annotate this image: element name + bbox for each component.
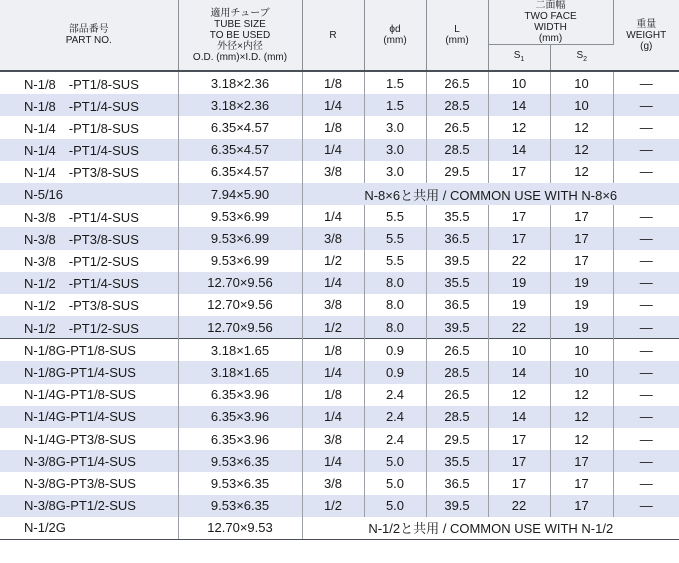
- s1-cell: 10: [488, 71, 550, 94]
- length-cell: 36.5: [426, 294, 488, 316]
- table-row: [0, 517, 679, 540]
- tube-size-cell: 12.70×9.56: [178, 316, 302, 339]
- header-tfw-jp: 二面幅: [535, 0, 566, 11]
- part-number-cell: N-1/8 -PT1/8-SUS: [0, 71, 178, 94]
- weight-cell: —: [613, 250, 679, 272]
- table-row: [0, 71, 679, 94]
- weight-cell: —: [613, 272, 679, 294]
- r-cell: 1/4: [302, 94, 364, 116]
- tube-size-cell: 12.70×9.53: [178, 517, 302, 540]
- phid-cell: 3.0: [364, 139, 426, 161]
- s1-cell: 22: [488, 495, 550, 517]
- tube-size-cell: 6.35×3.96: [178, 428, 302, 450]
- weight-cell: —: [613, 339, 679, 362]
- tube-size-cell: 3.18×2.36: [178, 94, 302, 116]
- table-row: [0, 227, 679, 249]
- weight-cell: —: [613, 116, 679, 138]
- weight-cell: —: [613, 161, 679, 183]
- length-cell: 28.5: [426, 406, 488, 428]
- header-phid: [364, 0, 426, 71]
- s1-cell: 17: [488, 205, 550, 227]
- phid-cell: 8.0: [364, 272, 426, 294]
- header-part-no-en: PART NO.: [65, 35, 112, 46]
- header-part-no-jp: 部品番号: [68, 24, 109, 35]
- tube-size-cell: 9.53×6.35: [178, 495, 302, 517]
- r-cell: 1/4: [302, 272, 364, 294]
- weight-cell: —: [613, 227, 679, 249]
- header-tfw-unit: (mm): [538, 33, 563, 44]
- header-r: [302, 0, 364, 71]
- weight-cell: —: [613, 71, 679, 94]
- header-tube-jp: 適用チューブ: [210, 7, 270, 19]
- s1-cell: 17: [488, 227, 550, 249]
- s2-cell: 17: [550, 495, 613, 517]
- s1-cell: 14: [488, 406, 550, 428]
- part-number-cell: N-1/2G: [0, 517, 178, 540]
- header-tube-en2: TO BE USED: [209, 29, 271, 41]
- r-cell: 1/4: [302, 406, 364, 428]
- table-row: [0, 450, 679, 472]
- r-cell: 1/8: [302, 384, 364, 406]
- table-row: [0, 139, 679, 161]
- header-tfw-en1: TWO FACE: [524, 11, 577, 22]
- s2-cell: 12: [550, 116, 613, 138]
- s1-cell: 14: [488, 139, 550, 161]
- header-phid-unit: (mm): [383, 35, 407, 46]
- part-number-cell: N-1/4G-PT1/8-SUS: [0, 384, 178, 406]
- s2-cell: 17: [550, 450, 613, 472]
- header-s1-sub: 1: [520, 56, 525, 63]
- s1-cell: 17: [488, 161, 550, 183]
- weight-cell: —: [613, 139, 679, 161]
- phid-cell: 1.5: [364, 94, 426, 116]
- table-row: [0, 94, 679, 116]
- table-row: [0, 183, 679, 205]
- length-cell: 39.5: [426, 250, 488, 272]
- r-cell: 3/8: [302, 161, 364, 183]
- r-cell: 1/8: [302, 339, 364, 362]
- length-cell: 26.5: [426, 71, 488, 94]
- s2-cell: 10: [550, 94, 613, 116]
- r-cell: 1/4: [302, 450, 364, 472]
- tube-size-cell: 6.35×4.57: [178, 116, 302, 138]
- phid-cell: 5.0: [364, 495, 426, 517]
- length-cell: 39.5: [426, 316, 488, 339]
- common-use-note: N-1/2と共用 / COMMON USE WITH N-1/2: [302, 517, 679, 540]
- s1-cell: 17: [488, 428, 550, 450]
- r-cell: 1/4: [302, 205, 364, 227]
- tube-size-cell: 12.70×9.56: [178, 294, 302, 316]
- length-cell: 35.5: [426, 450, 488, 472]
- weight-cell: —: [613, 294, 679, 316]
- s1-cell: 22: [488, 250, 550, 272]
- tube-size-cell: 9.53×6.99: [178, 227, 302, 249]
- common-use-note: N-8×6と共用 / COMMON USE WITH N-8×6: [302, 183, 679, 205]
- phid-cell: 8.0: [364, 294, 426, 316]
- table-row: [0, 316, 679, 339]
- table-row: [0, 472, 679, 494]
- phid-cell: 5.5: [364, 205, 426, 227]
- table-row: [0, 384, 679, 406]
- part-number-cell: N-1/4 -PT1/4-SUS: [0, 139, 178, 161]
- part-number-cell: N-1/4G-PT1/4-SUS: [0, 406, 178, 428]
- header-s2: [550, 45, 613, 72]
- phid-cell: 0.9: [364, 339, 426, 362]
- s2-cell: 17: [550, 205, 613, 227]
- header-l: [426, 0, 488, 71]
- weight-cell: —: [613, 94, 679, 116]
- length-cell: 29.5: [426, 428, 488, 450]
- header-phid-label: ϕd: [389, 24, 401, 35]
- s2-cell: 19: [550, 294, 613, 316]
- header-weight-en: WEIGHT: [626, 29, 667, 41]
- r-cell: 3/8: [302, 428, 364, 450]
- phid-cell: 3.0: [364, 161, 426, 183]
- s1-cell: 14: [488, 361, 550, 383]
- part-number-cell: N-1/8G-PT1/8-SUS: [0, 339, 178, 362]
- r-cell: 1/8: [302, 71, 364, 94]
- s1-cell: 17: [488, 450, 550, 472]
- part-number-cell: N-1/8 -PT1/4-SUS: [0, 94, 178, 116]
- table-row: [0, 116, 679, 138]
- s2-cell: 17: [550, 250, 613, 272]
- s2-cell: 12: [550, 384, 613, 406]
- s1-cell: 14: [488, 94, 550, 116]
- table-row: [0, 428, 679, 450]
- weight-cell: —: [613, 384, 679, 406]
- s1-cell: 17: [488, 472, 550, 494]
- s2-cell: 12: [550, 406, 613, 428]
- phid-cell: 5.0: [364, 450, 426, 472]
- header-r-label: R: [329, 29, 337, 41]
- tube-size-cell: 7.94×5.90: [178, 183, 302, 205]
- table-row: [0, 272, 679, 294]
- s1-cell: 12: [488, 384, 550, 406]
- tube-size-cell: 3.18×2.36: [178, 71, 302, 94]
- table-row: [0, 495, 679, 517]
- table-body: [0, 71, 679, 539]
- phid-cell: 5.5: [364, 250, 426, 272]
- tube-size-cell: 6.35×4.57: [178, 161, 302, 183]
- s2-cell: 10: [550, 71, 613, 94]
- table-row: [0, 161, 679, 183]
- header-tube-en3: O.D. (mm)×I.D. (mm): [192, 51, 288, 63]
- part-number-cell: N-1/4G-PT3/8-SUS: [0, 428, 178, 450]
- r-cell: 1/4: [302, 139, 364, 161]
- tube-size-cell: 9.53×6.35: [178, 450, 302, 472]
- part-number-cell: N-1/4 -PT1/8-SUS: [0, 116, 178, 138]
- length-cell: 26.5: [426, 384, 488, 406]
- tube-size-cell: 9.53×6.35: [178, 472, 302, 494]
- length-cell: 26.5: [426, 339, 488, 362]
- r-cell: 1/2: [302, 250, 364, 272]
- phid-cell: 2.4: [364, 406, 426, 428]
- s2-cell: 10: [550, 361, 613, 383]
- weight-cell: —: [613, 361, 679, 383]
- header-tube-en1: TUBE SIZE: [214, 18, 266, 30]
- table-row: [0, 294, 679, 316]
- header-s2-label: S: [576, 50, 584, 61]
- tube-size-cell: 6.35×4.57: [178, 139, 302, 161]
- weight-cell: —: [613, 495, 679, 517]
- table-row: [0, 361, 679, 383]
- length-cell: 36.5: [426, 472, 488, 494]
- r-cell: 3/8: [302, 294, 364, 316]
- tube-size-cell: 9.53×6.99: [178, 205, 302, 227]
- part-number-cell: N-5/16: [0, 183, 178, 205]
- r-cell: 1/2: [302, 495, 364, 517]
- part-number-cell: N-1/4 -PT3/8-SUS: [0, 161, 178, 183]
- header-two-face-width: [488, 0, 613, 45]
- r-cell: 3/8: [302, 227, 364, 249]
- header-s2-sub: 2: [583, 56, 588, 63]
- phid-cell: 8.0: [364, 316, 426, 339]
- tube-size-cell: 12.70×9.56: [178, 272, 302, 294]
- weight-cell: —: [613, 428, 679, 450]
- length-cell: 29.5: [426, 161, 488, 183]
- header-part-no: [0, 0, 178, 71]
- phid-cell: 2.4: [364, 428, 426, 450]
- part-number-cell: N-3/8G-PT3/8-SUS: [0, 472, 178, 494]
- tube-size-cell: 9.53×6.99: [178, 250, 302, 272]
- r-cell: 1/4: [302, 361, 364, 383]
- s1-cell: 22: [488, 316, 550, 339]
- part-number-cell: N-3/8 -PT1/4-SUS: [0, 205, 178, 227]
- s2-cell: 17: [550, 472, 613, 494]
- weight-cell: —: [613, 205, 679, 227]
- part-number-cell: N-3/8 -PT3/8-SUS: [0, 227, 178, 249]
- r-cell: 1/2: [302, 316, 364, 339]
- table-row: [0, 339, 679, 362]
- weight-cell: —: [613, 316, 679, 339]
- s1-cell: 19: [488, 294, 550, 316]
- header-l-unit: (mm): [445, 35, 469, 46]
- phid-cell: 0.9: [364, 361, 426, 383]
- tube-size-cell: 6.35×3.96: [178, 406, 302, 428]
- tube-size-cell: 6.35×3.96: [178, 384, 302, 406]
- phid-cell: 2.4: [364, 384, 426, 406]
- s1-cell: 10: [488, 339, 550, 362]
- length-cell: 39.5: [426, 495, 488, 517]
- header-weight-jp: 重量: [636, 18, 657, 30]
- header-weight-unit: (g): [640, 40, 653, 52]
- phid-cell: 3.0: [364, 116, 426, 138]
- weight-cell: —: [613, 472, 679, 494]
- weight-cell: —: [613, 450, 679, 472]
- table-row: [0, 406, 679, 428]
- r-cell: 1/8: [302, 116, 364, 138]
- s2-cell: 12: [550, 139, 613, 161]
- header-tfw-en2: WIDTH: [534, 22, 567, 33]
- length-cell: 28.5: [426, 94, 488, 116]
- part-number-cell: N-1/8G-PT1/4-SUS: [0, 361, 178, 383]
- table-header: [0, 0, 679, 71]
- s2-cell: 12: [550, 428, 613, 450]
- phid-cell: 1.5: [364, 71, 426, 94]
- length-cell: 26.5: [426, 116, 488, 138]
- length-cell: 35.5: [426, 205, 488, 227]
- length-cell: 28.5: [426, 139, 488, 161]
- length-cell: 28.5: [426, 361, 488, 383]
- tube-size-cell: 3.18×1.65: [178, 361, 302, 383]
- part-number-cell: N-3/8G-PT1/4-SUS: [0, 450, 178, 472]
- header-s1-label: S: [513, 50, 521, 61]
- header-l-label: L: [454, 24, 460, 35]
- part-number-cell: N-1/2 -PT3/8-SUS: [0, 294, 178, 316]
- part-number-cell: N-1/2 -PT1/2-SUS: [0, 316, 178, 339]
- s1-cell: 12: [488, 116, 550, 138]
- header-weight: [613, 0, 679, 71]
- s2-cell: 10: [550, 339, 613, 362]
- s2-cell: 19: [550, 316, 613, 339]
- s1-cell: 19: [488, 272, 550, 294]
- phid-cell: 5.0: [364, 472, 426, 494]
- table-row: [0, 205, 679, 227]
- part-number-cell: N-1/2 -PT1/4-SUS: [0, 272, 178, 294]
- part-number-cell: N-3/8 -PT1/2-SUS: [0, 250, 178, 272]
- s2-cell: 19: [550, 272, 613, 294]
- s2-cell: 17: [550, 227, 613, 249]
- table-row: [0, 250, 679, 272]
- weight-cell: —: [613, 406, 679, 428]
- s2-cell: 12: [550, 161, 613, 183]
- header-s1: [488, 45, 550, 72]
- tube-size-cell: 3.18×1.65: [178, 339, 302, 362]
- header-tube-jp2: 外径×内径: [217, 40, 263, 52]
- header-tube-size: [178, 0, 302, 71]
- length-cell: 35.5: [426, 272, 488, 294]
- r-cell: 3/8: [302, 472, 364, 494]
- phid-cell: 5.5: [364, 227, 426, 249]
- part-number-cell: N-3/8G-PT1/2-SUS: [0, 495, 178, 517]
- length-cell: 36.5: [426, 227, 488, 249]
